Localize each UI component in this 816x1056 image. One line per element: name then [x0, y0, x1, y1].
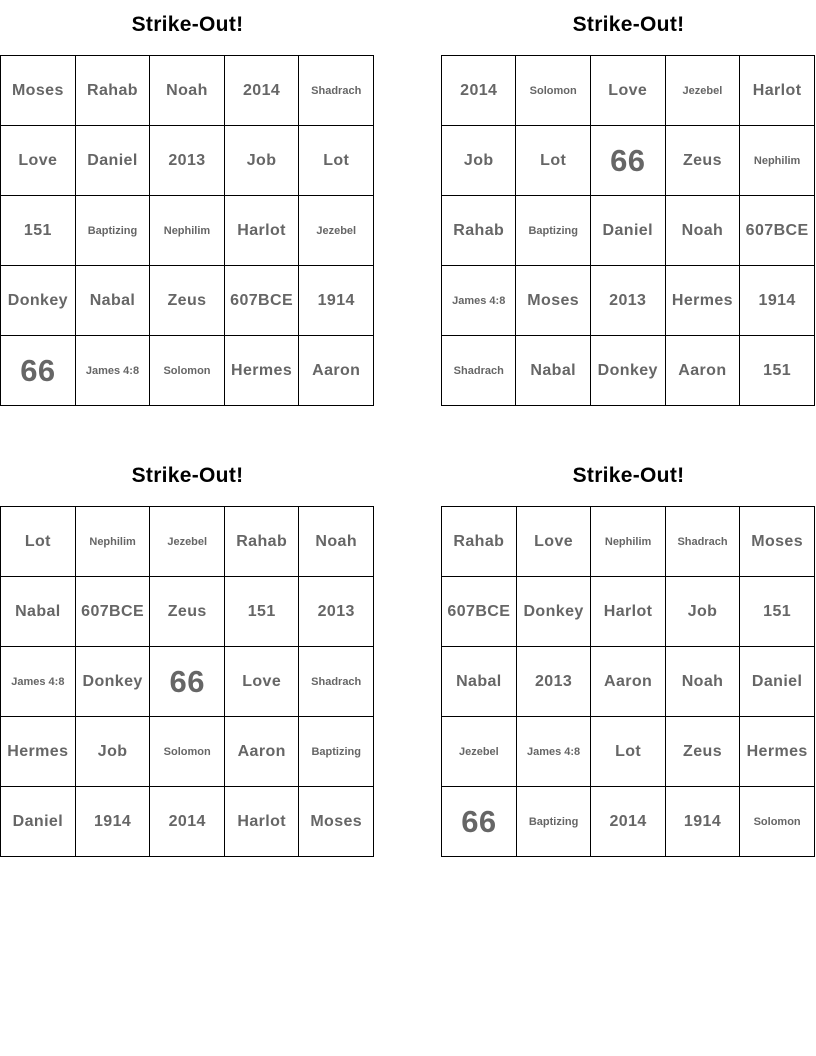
card-cell: Nabal [1, 577, 76, 647]
card-cell: Shadrach [299, 647, 374, 717]
card-cell: Baptizing [516, 787, 591, 857]
card-cell: James 4:8 [516, 717, 591, 787]
card-cell: Solomon [150, 717, 224, 787]
card-row [1, 56, 374, 126]
card-row [1, 507, 374, 577]
card-cell: Donkey [516, 577, 591, 647]
card-cell: 2013 [299, 577, 374, 647]
card-title: Strike-Out! [131, 464, 244, 487]
card-cell: Jezebel [150, 507, 224, 577]
card-cell: Rahab [442, 507, 517, 577]
card-row [442, 577, 815, 647]
card-cell: Aaron [224, 717, 299, 787]
card-row [442, 126, 815, 196]
card-cell: Nabal [442, 647, 517, 717]
card-cell: James 4:8 [75, 336, 150, 406]
card-cell: 151 [740, 577, 815, 647]
card-cell: 2014 [150, 787, 224, 857]
card-cell: 2014 [224, 56, 299, 126]
card-grid [0, 506, 374, 857]
card-row [1, 647, 374, 717]
card-cell: Jezebel [442, 717, 517, 787]
card-cell: Aaron [299, 336, 374, 406]
card-cell: Nabal [516, 336, 590, 406]
card-cell: Donkey [590, 336, 665, 406]
card-cell: 66 [442, 787, 517, 857]
card-cell: Aaron [591, 647, 665, 717]
card-cell: Rahab [442, 196, 516, 266]
card-cell: Daniel [75, 126, 150, 196]
card-cell: Baptizing [299, 717, 374, 787]
card-grid [0, 55, 374, 406]
card-cell: Nephilim [591, 507, 665, 577]
card-cell: Baptizing [75, 196, 150, 266]
card-cell: Love [590, 56, 665, 126]
card-cell: 66 [590, 126, 665, 196]
card-cell: 1914 [740, 266, 815, 336]
card-row [1, 717, 374, 787]
card-title: Strike-Out! [572, 464, 685, 487]
card-row [442, 336, 815, 406]
card-cell: Harlot [224, 787, 299, 857]
card-cell: Hermes [665, 266, 740, 336]
card-cell: 1914 [75, 787, 150, 857]
card-cell: 2013 [590, 266, 665, 336]
card-cell: 2013 [150, 126, 224, 196]
card-cell: Moses [299, 787, 374, 857]
card-cell: Love [224, 647, 299, 717]
card-cell: Noah [150, 56, 224, 126]
card-cell: Zeus [150, 266, 224, 336]
card-cell: Solomon [150, 336, 224, 406]
card-row [442, 266, 815, 336]
card-row [1, 336, 374, 406]
card-cell: Harlot [224, 196, 299, 266]
card-row [442, 787, 815, 857]
card-cell: 66 [150, 647, 224, 717]
card-cell: Solomon [516, 56, 590, 126]
card-cell: 1914 [299, 266, 374, 336]
card-cell: Job [442, 126, 516, 196]
card-row [1, 577, 374, 647]
card-cell: Zeus [665, 126, 740, 196]
card-row [1, 196, 374, 266]
card-cell: 151 [224, 577, 299, 647]
card-cell: Job [665, 577, 739, 647]
card-cell: Lot [516, 126, 590, 196]
card-cell: Rahab [75, 56, 150, 126]
card-row [1, 126, 374, 196]
card-cell: Hermes [224, 336, 299, 406]
card-cell: 607BCE [75, 577, 150, 647]
card-cell: 1914 [665, 787, 739, 857]
card-cell: Nabal [75, 266, 150, 336]
card-row [442, 56, 815, 126]
card-cell: Hermes [1, 717, 76, 787]
card-cell: Moses [516, 266, 590, 336]
card-cell: James 4:8 [442, 266, 516, 336]
card-cell: Daniel [740, 647, 815, 717]
card-row [1, 266, 374, 336]
card-row [1, 787, 374, 857]
card-cell: 151 [1, 196, 76, 266]
card-cell: Moses [740, 507, 815, 577]
card-cell: Shadrach [299, 56, 374, 126]
card-title: Strike-Out! [572, 13, 685, 36]
card-cell: Jezebel [299, 196, 374, 266]
card-cell: Love [1, 126, 76, 196]
card-cell: Daniel [590, 196, 665, 266]
card-cell: James 4:8 [1, 647, 76, 717]
card-grid [441, 55, 815, 406]
card-cell: Nephilim [150, 196, 224, 266]
card-cell: Donkey [75, 647, 150, 717]
card-row [442, 507, 815, 577]
card-cell: 607BCE [224, 266, 299, 336]
card-cell: Hermes [740, 717, 815, 787]
card-cell: Shadrach [442, 336, 516, 406]
card-grid [441, 506, 815, 857]
card-cell: Zeus [150, 577, 224, 647]
card-cell: Noah [665, 647, 739, 717]
card-row [442, 717, 815, 787]
card-row [442, 196, 815, 266]
card-cell: Job [75, 717, 150, 787]
card-cell: Zeus [665, 717, 739, 787]
card-cell: Lot [1, 507, 76, 577]
card-cell: Solomon [740, 787, 815, 857]
card-cell: Noah [665, 196, 740, 266]
card-row [442, 647, 815, 717]
card-cell: 151 [740, 336, 815, 406]
card-cell: Donkey [1, 266, 76, 336]
card-cell: Rahab [224, 507, 299, 577]
card-cell: 607BCE [740, 196, 815, 266]
card-cell: Nephilim [75, 507, 150, 577]
card-cell: 66 [1, 336, 76, 406]
card-cell: Baptizing [516, 196, 590, 266]
card-cell: Noah [299, 507, 374, 577]
card-cell: Shadrach [665, 507, 739, 577]
card-cell: Nephilim [740, 126, 815, 196]
card-cell: Lot [299, 126, 374, 196]
card-cell: Love [516, 507, 591, 577]
card-cell: 2014 [442, 56, 516, 126]
card-cell: Job [224, 126, 299, 196]
card-cell: Aaron [665, 336, 740, 406]
card-cell: Daniel [1, 787, 76, 857]
card-cell: Lot [591, 717, 665, 787]
card-cell: 607BCE [442, 577, 517, 647]
card-cell: Moses [1, 56, 76, 126]
card-title: Strike-Out! [131, 13, 244, 36]
card-cell: Harlot [591, 577, 665, 647]
card-cell: Harlot [740, 56, 815, 126]
card-cell: 2013 [516, 647, 591, 717]
card-cell: 2014 [591, 787, 665, 857]
card-cell: Jezebel [665, 56, 740, 126]
